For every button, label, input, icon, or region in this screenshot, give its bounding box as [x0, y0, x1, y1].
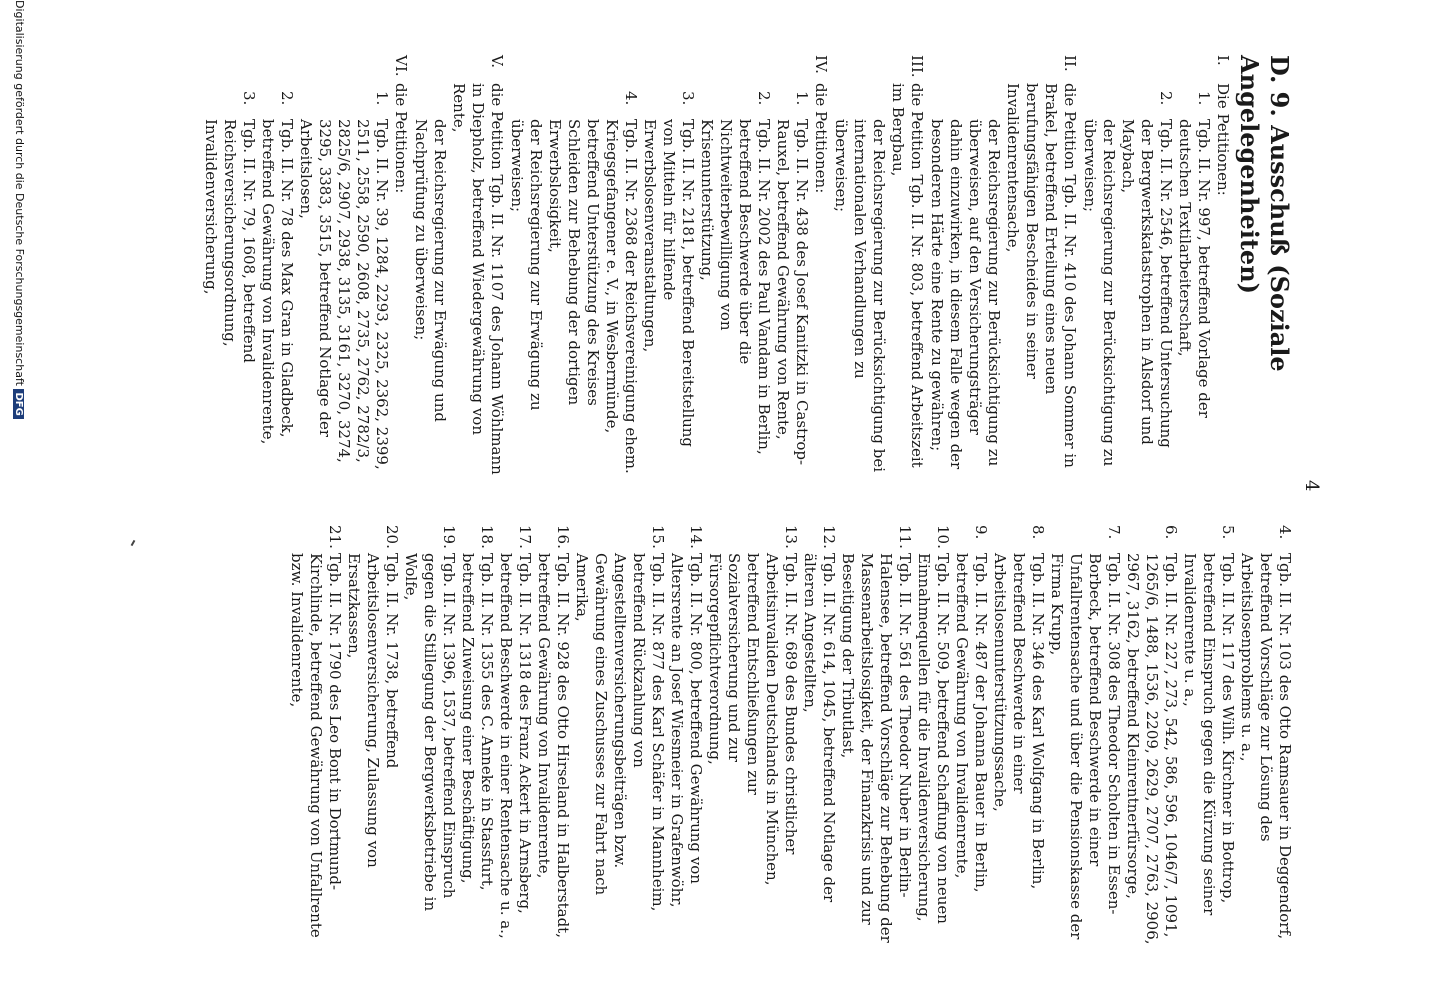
section-entry — [1213, 55, 1232, 475]
petition-item — [1118, 55, 1175, 475]
petition-item — [773, 55, 811, 475]
petition-item — [705, 525, 800, 945]
petition-item — [545, 55, 640, 475]
petition-item — [296, 55, 391, 475]
petition-item — [640, 55, 697, 475]
petition-item — [952, 525, 990, 945]
item-text: Tgb. II. Nr. 509, betreffend Schaffung von neuen Einnahmequellen für die Invalidenversicherung, — [915, 553, 952, 924]
dfg-logo: DFG — [13, 389, 24, 418]
item-number: 9. — [972, 525, 990, 540]
left-column — [201, 55, 1294, 475]
item-text: Tgb. II. Nr. 117 des Wilh. Kirchner in Bottrop, betreffend Einspruch gegen die Kürzung seiner Invalidenrente u. a., — [1181, 553, 1237, 916]
item-text: Tgb. II. Nr. 614, 1045, betreffend Notlage der älteren Angestellten, — [801, 553, 838, 903]
item-text: Tgb. II. Nr. 78 des Max Gran in Gladbeck, betreffend Gewährung von Invalidenrente, — [259, 119, 296, 445]
item-text: Tgb. II. Nr. 227, 273, 542, 586, 596, 1046/7, 1091, 1265/6, 1488, 1536, 2209, 2629, 2707, 2763, 2906, 2967, 3162, betreffend Kleinrentnerfürsorge, — [1124, 553, 1180, 945]
section-text: die Petitionen: — [392, 83, 410, 194]
item-text: Tgb. II. Nr. 689 des Bundes christlicher Arbeitsinvaliden Deutschlands in München, betreffend Entschließungen zur Sozialversicherung und zur Fürsorgepflichtverordnung, — [706, 553, 800, 886]
item-number: 4. — [1276, 525, 1294, 540]
petition-item — [201, 55, 258, 475]
item-number: 8. — [1029, 525, 1047, 540]
item-number: 2. — [755, 91, 773, 106]
item-text: Tgb. II. Nr. 308 des Theodor Scholten in Essen-Borbeck, betreffend Beschwerde in einer Unfallrentensache und über die Pensionskasse der Firma Krupp, — [1048, 553, 1123, 940]
page-number: 4 — [1301, 480, 1322, 492]
petition-item — [697, 55, 773, 475]
section-label: IV. — [812, 55, 830, 74]
item-text: Tgb. II. Nr. 2546, betreffend Untersuchung der Bergwerkskatastrophen in Alsdorf und Maybach, — [1119, 119, 1175, 448]
section-label: III. — [908, 55, 926, 78]
petition-item — [258, 55, 296, 475]
item-text: Tgb. II. Nr. 438 des Josef Kanitzki in Castrop-Rauxel, betreffend Gewährung von Rente, — [774, 119, 811, 466]
section-label: II. — [1061, 55, 1079, 72]
item-number: 3. — [240, 91, 258, 106]
item-number: 11. — [896, 525, 914, 549]
item-text: Tgb. II. Nr. 39, 1284, 2293, 2325, 2362, 2399, 2511, 2558, 2590, 2608, 2735, 2762, 2782/3, 2825/6, 2907, 2938, 3135, 3161, 3270, 3274, 3295, 3383, 3515, betreffend Notlage der Arbeitslosen, — [297, 119, 391, 470]
item-text: Tgb. II. Nr. 2181, betreffend Bereitstellung von Mitteln für hilfende Erwerbslosenveranstaltungen, — [641, 119, 697, 448]
section-entry — [391, 55, 410, 475]
section-label: V. — [488, 55, 506, 68]
petition-item — [800, 525, 838, 945]
item-number: 6. — [1162, 525, 1180, 540]
section-entry — [811, 55, 830, 475]
item-number: 7. — [1105, 525, 1123, 540]
petition-item — [838, 525, 914, 945]
section-text: Die Petitionen: — [1214, 83, 1232, 196]
item-number: 1. — [373, 91, 391, 106]
item-text: Tgb. II. Nr. 346 des Karl Wolfgang in Berlin, betreffend Beschwerde in einer Arbeitslosenunterstützungssache, — [991, 553, 1047, 890]
resolution-text: der Reichsregierung zur Berücksichtigung bei internationalen Verhandlungen zu überweisen; — [832, 119, 888, 473]
resolution-text: der Reichsregierung zur Erwägung und Nachprüfung zu überweisen; — [412, 119, 449, 422]
petition-item — [990, 525, 1047, 945]
item-text: Tgb. II. Nr. 561 des Theodor Nuber in Berlin-Halensee, betreffend Vorschläge zur Behebung der Massenarbeitslosigkeit, der Finanzkrisis und zur Beseitigung der Tributlast, — [839, 553, 914, 943]
item-text: Tgb. II. Nr. 928 des Otto Hirseland in Halberstadt, betreffend Gewährung von Invalidenrente, — [535, 553, 572, 938]
section-heading: D. 9. Ausschuß (Soziale Angelegenheiten) — [1235, 55, 1294, 372]
item-number: 3. — [679, 91, 697, 106]
pencil-mark — [131, 540, 136, 546]
item-number: 2. — [1157, 91, 1175, 106]
petition-item — [401, 525, 458, 945]
item-text: Tgb. II. Nr. 487 der Johanna Bauer in Berlin, betreffend Gewährung von Invalidenrente, — [953, 553, 990, 893]
section-entry — [888, 55, 926, 475]
petition-item — [496, 525, 534, 945]
item-text: Tgb. II. Nr. 877 des Karl Schäfer in Mannheim, betreffend Rückzahlung von Angestelltenversicherungsbeiträgen bzw. Gewährung eines Zuschusses zur Fahrt nach Amerika, — [573, 553, 667, 912]
item-number: 12. — [820, 525, 838, 549]
item-number: 14. — [687, 525, 705, 549]
petition-item — [1047, 525, 1123, 945]
item-text: Tgb. II. Nr. 1790 des Leo Bont in Dortmund-Kirchlinde, betreffend Gewährung von Unfallrente bzw. Invalidenrente, — [288, 553, 344, 938]
left-column-list — [201, 55, 1232, 475]
item-number: 4. — [622, 91, 640, 106]
item-number: 1. — [1195, 91, 1213, 106]
item-text: Tgb. II. Nr. 79, 1608, betreffend Reichsversicherungsordnung, Invalidenversicherung, — [202, 119, 258, 363]
item-text: Tgb. II. Nr. 1355 des C. Anneke in Stassfurt, betreffend Zuweisung einer Beschäftigung, — [459, 553, 496, 891]
section-label: I. — [1214, 55, 1232, 66]
section-entry — [1003, 55, 1079, 475]
resolution-text: der Reichsregierung zur Berücksichtigung zu überweisen, auf den Versicherungsträger dahin einzuwirken, in diesem Falle wegen der besonderen Härte eine Rente zu gewähren; — [928, 119, 1003, 470]
item-number: 15. — [649, 525, 667, 549]
footer-stamp-text: Digitalisierung gefördert durch die Deutsche Forschungsgemeinschaft — [13, 0, 26, 386]
petition-item — [1175, 55, 1213, 475]
item-number: 20. — [383, 525, 401, 549]
item-text: Tgb. II. Nr. 1738, betreffend Arbeitslosenversicherung, Zulassung von Ersatzkassen, — [345, 553, 401, 868]
item-number: 18. — [478, 525, 496, 549]
item-number: 5. — [1219, 525, 1237, 540]
item-number: 13. — [782, 525, 800, 549]
item-text: Tgb. II. Nr. 1318 des Franz Ackert in Arnsberg, betreffend Beschwerde in einer Rentensache u. a., — [497, 553, 534, 939]
item-text: Tgb. II. Nr. 2368 der Reichsvereinigung ehem. Kriegsgefangener e. V., in Wesbermünde, betreffend Unterstützung des Kreises Schleiden zur Behebung der dortigen Erwerbslosigkeit, — [546, 119, 640, 474]
item-text: Tgb. II. Nr. 800, betreffend Gewährung von Altersrente an Josef Wiesmeier in Grafenwöhr, — [668, 553, 705, 908]
section-label: VI. — [392, 55, 410, 77]
right-column-list — [287, 525, 1294, 945]
petition-item — [667, 525, 705, 945]
item-number: 1. — [793, 91, 811, 106]
section-text: die Petitionen: — [812, 83, 830, 194]
item-number: 21. — [326, 525, 344, 549]
item-number: 16. — [554, 525, 572, 549]
petition-item — [287, 525, 344, 945]
item-text: Tgb. II. Nr. 2002 des Paul Vandam in Berlin, betreffend Beschwerde über die Nichtweiterbewilligung von Krisenunterstützung, — [698, 119, 773, 455]
right-column — [287, 525, 1294, 945]
item-number: 17. — [516, 525, 534, 549]
petition-item — [344, 525, 401, 945]
section-text: die Petition Tgb. II. Nr. 1107 des Johann Wöhlmann in Diepholz, betreffend Wiedergewährung von Rente, — [450, 83, 506, 475]
petition-item — [1180, 525, 1237, 945]
item-number: 10. — [934, 525, 952, 549]
section-entry — [449, 55, 506, 475]
petition-item — [534, 525, 572, 945]
item-number: 2. — [278, 91, 296, 106]
petition-item — [458, 525, 496, 945]
digitization-footer — [13, 0, 26, 1000]
section-text: die Petition Tgb. II. Nr. 803, betreffend Arbeitszeit im Bergbau, — [889, 83, 926, 468]
item-number: 19. — [440, 525, 458, 549]
section-text: die Petition Tgb. II. Nr. 410 des Johann Sommer in Brakel, betreffend Erteilung eines neuen berufungsfähigen Bescheides in seiner Invalidenrentensache, — [1004, 83, 1079, 468]
item-text: Tgb. II. Nr. 103 des Otto Ramsauer in Deggendorf, betreffend Vorschläge zur Lösung des Arbeitslosenproblems u. a., — [1238, 553, 1294, 940]
item-text: Tgb. II. Nr. 1396, 1537, betreffend Einspruch gegen die Stillegung der Bergwerksbetriebe in Wolfe, — [402, 553, 458, 912]
petition-item — [1123, 525, 1180, 945]
petition-item — [914, 525, 952, 945]
petition-item — [572, 525, 667, 945]
item-text: Tgb. II. Nr. 997, betreffend Vorlage der deutschen Textilarbeiterschaft, — [1176, 119, 1213, 418]
resolution-text: der Reichsregierung zur Berücksichtigung zu überweisen; — [1081, 119, 1118, 467]
petition-item — [1237, 525, 1294, 945]
resolution-text: der Reichsregierung zur Erwägung zu überweisen; — [508, 119, 545, 411]
